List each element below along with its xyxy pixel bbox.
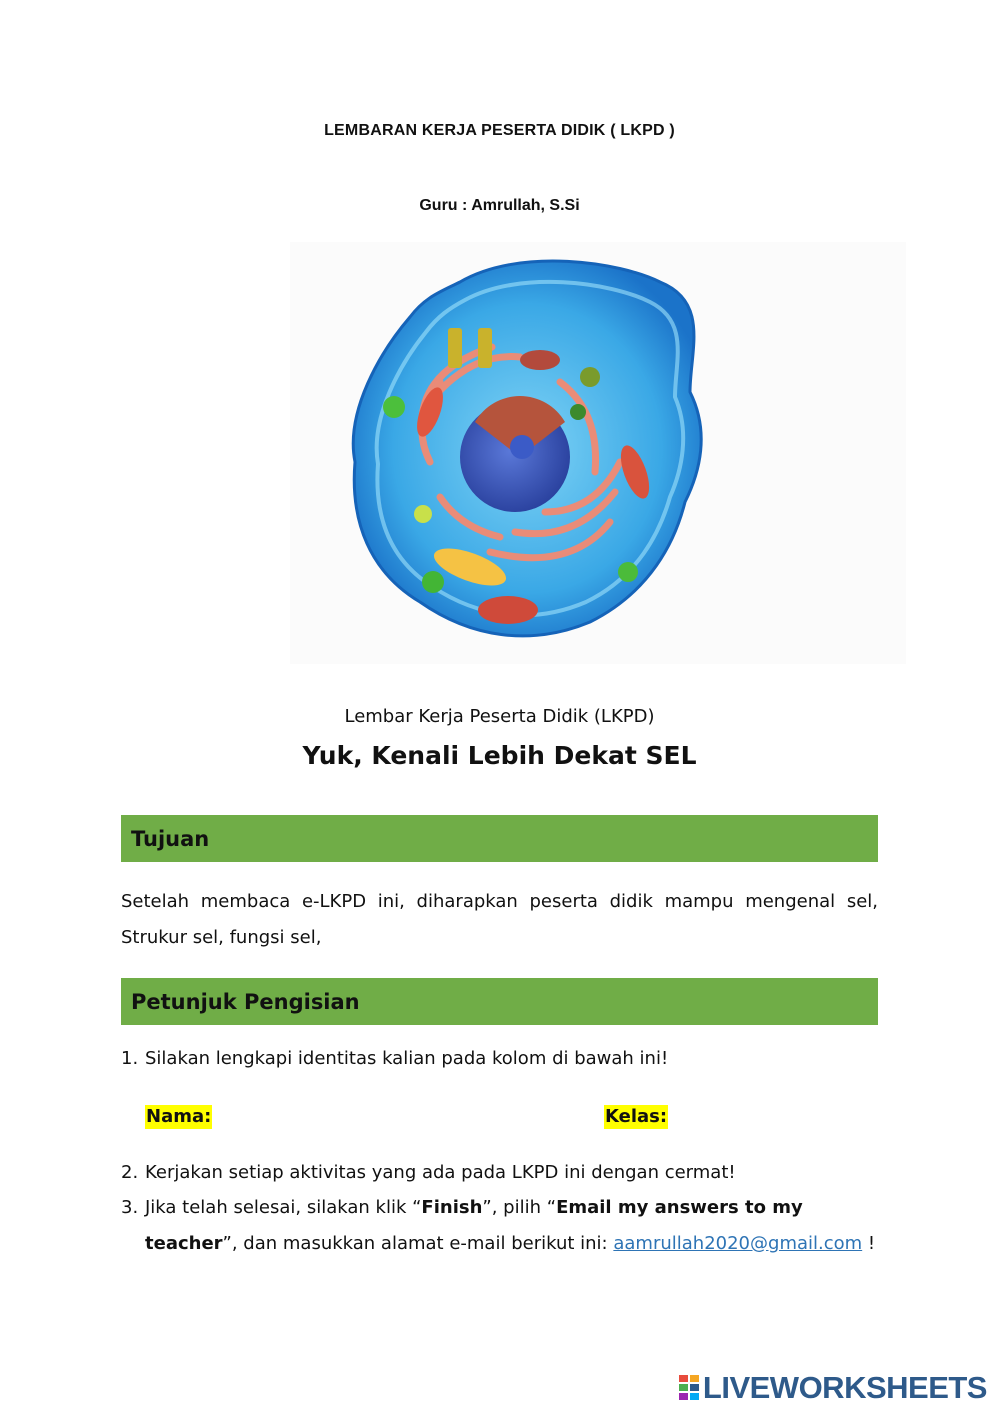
step-text: Kerjakan setiap aktivitas yang ada pada LKPD ini dengan cermat! — [145, 1162, 736, 1183]
section-header-petunjuk — [121, 978, 878, 1025]
tujuan-text: Setelah membaca e-LKPD ini, diharapkan peserta didik mampu mengenal sel, Strukur sel, fungsi sel, — [121, 891, 878, 948]
liveworksheets-logo-icon — [679, 1373, 701, 1403]
liveworksheets-logo[interactable] — [679, 1370, 987, 1406]
step-number: 2. — [121, 1162, 139, 1183]
step-text — [145, 1190, 881, 1262]
teacher-email-link[interactable]: aamrullah2020@gmail.com — [613, 1233, 863, 1254]
finish-keyword: Finish — [421, 1197, 483, 1218]
instruction-step-3 — [121, 1190, 881, 1262]
section-heading-tujuan: Tujuan — [131, 826, 210, 851]
nama-label: Nama: — [146, 1106, 212, 1127]
step3-text-part2: ”, pilih “ — [482, 1197, 557, 1218]
teacher-name: Guru : Amrullah, S.Si — [419, 197, 580, 214]
step-number: 3. — [121, 1197, 139, 1218]
lkpd-subtitle: Lembar Kerja Peserta Didik (LKPD) — [344, 706, 655, 727]
lkpd-main-title: Yuk, Kenali Lebih Dekat SEL — [302, 741, 697, 770]
section-header-tujuan — [121, 815, 878, 862]
worksheet-header-title: LEMBARAN KERJA PESERTA DIDIK ( LKPD ) — [324, 122, 675, 139]
instruction-step-2 — [121, 1155, 881, 1191]
step3-text-end: ! — [862, 1233, 876, 1254]
step3-text-part1: Jika telah selesai, silakan klik “ — [145, 1197, 422, 1218]
liveworksheets-logo-text: LIVEWORKSHEETS — [702, 1370, 987, 1405]
step-text: Silakan lengkapi identitas kalian pada kolom di bawah ini! — [145, 1048, 669, 1069]
step3-text-part3: ”, dan masukkan alamat e-mail berikut ini: — [222, 1233, 614, 1254]
animal-cell-image — [290, 242, 906, 664]
instruction-step-1 — [121, 1041, 881, 1077]
email-option-keyword: Email my answers to my teacher — [145, 1197, 803, 1254]
step-number: 1. — [121, 1048, 139, 1069]
section-heading-petunjuk: Petunjuk Pengisian — [131, 989, 360, 1014]
kelas-label: Kelas: — [605, 1106, 668, 1127]
